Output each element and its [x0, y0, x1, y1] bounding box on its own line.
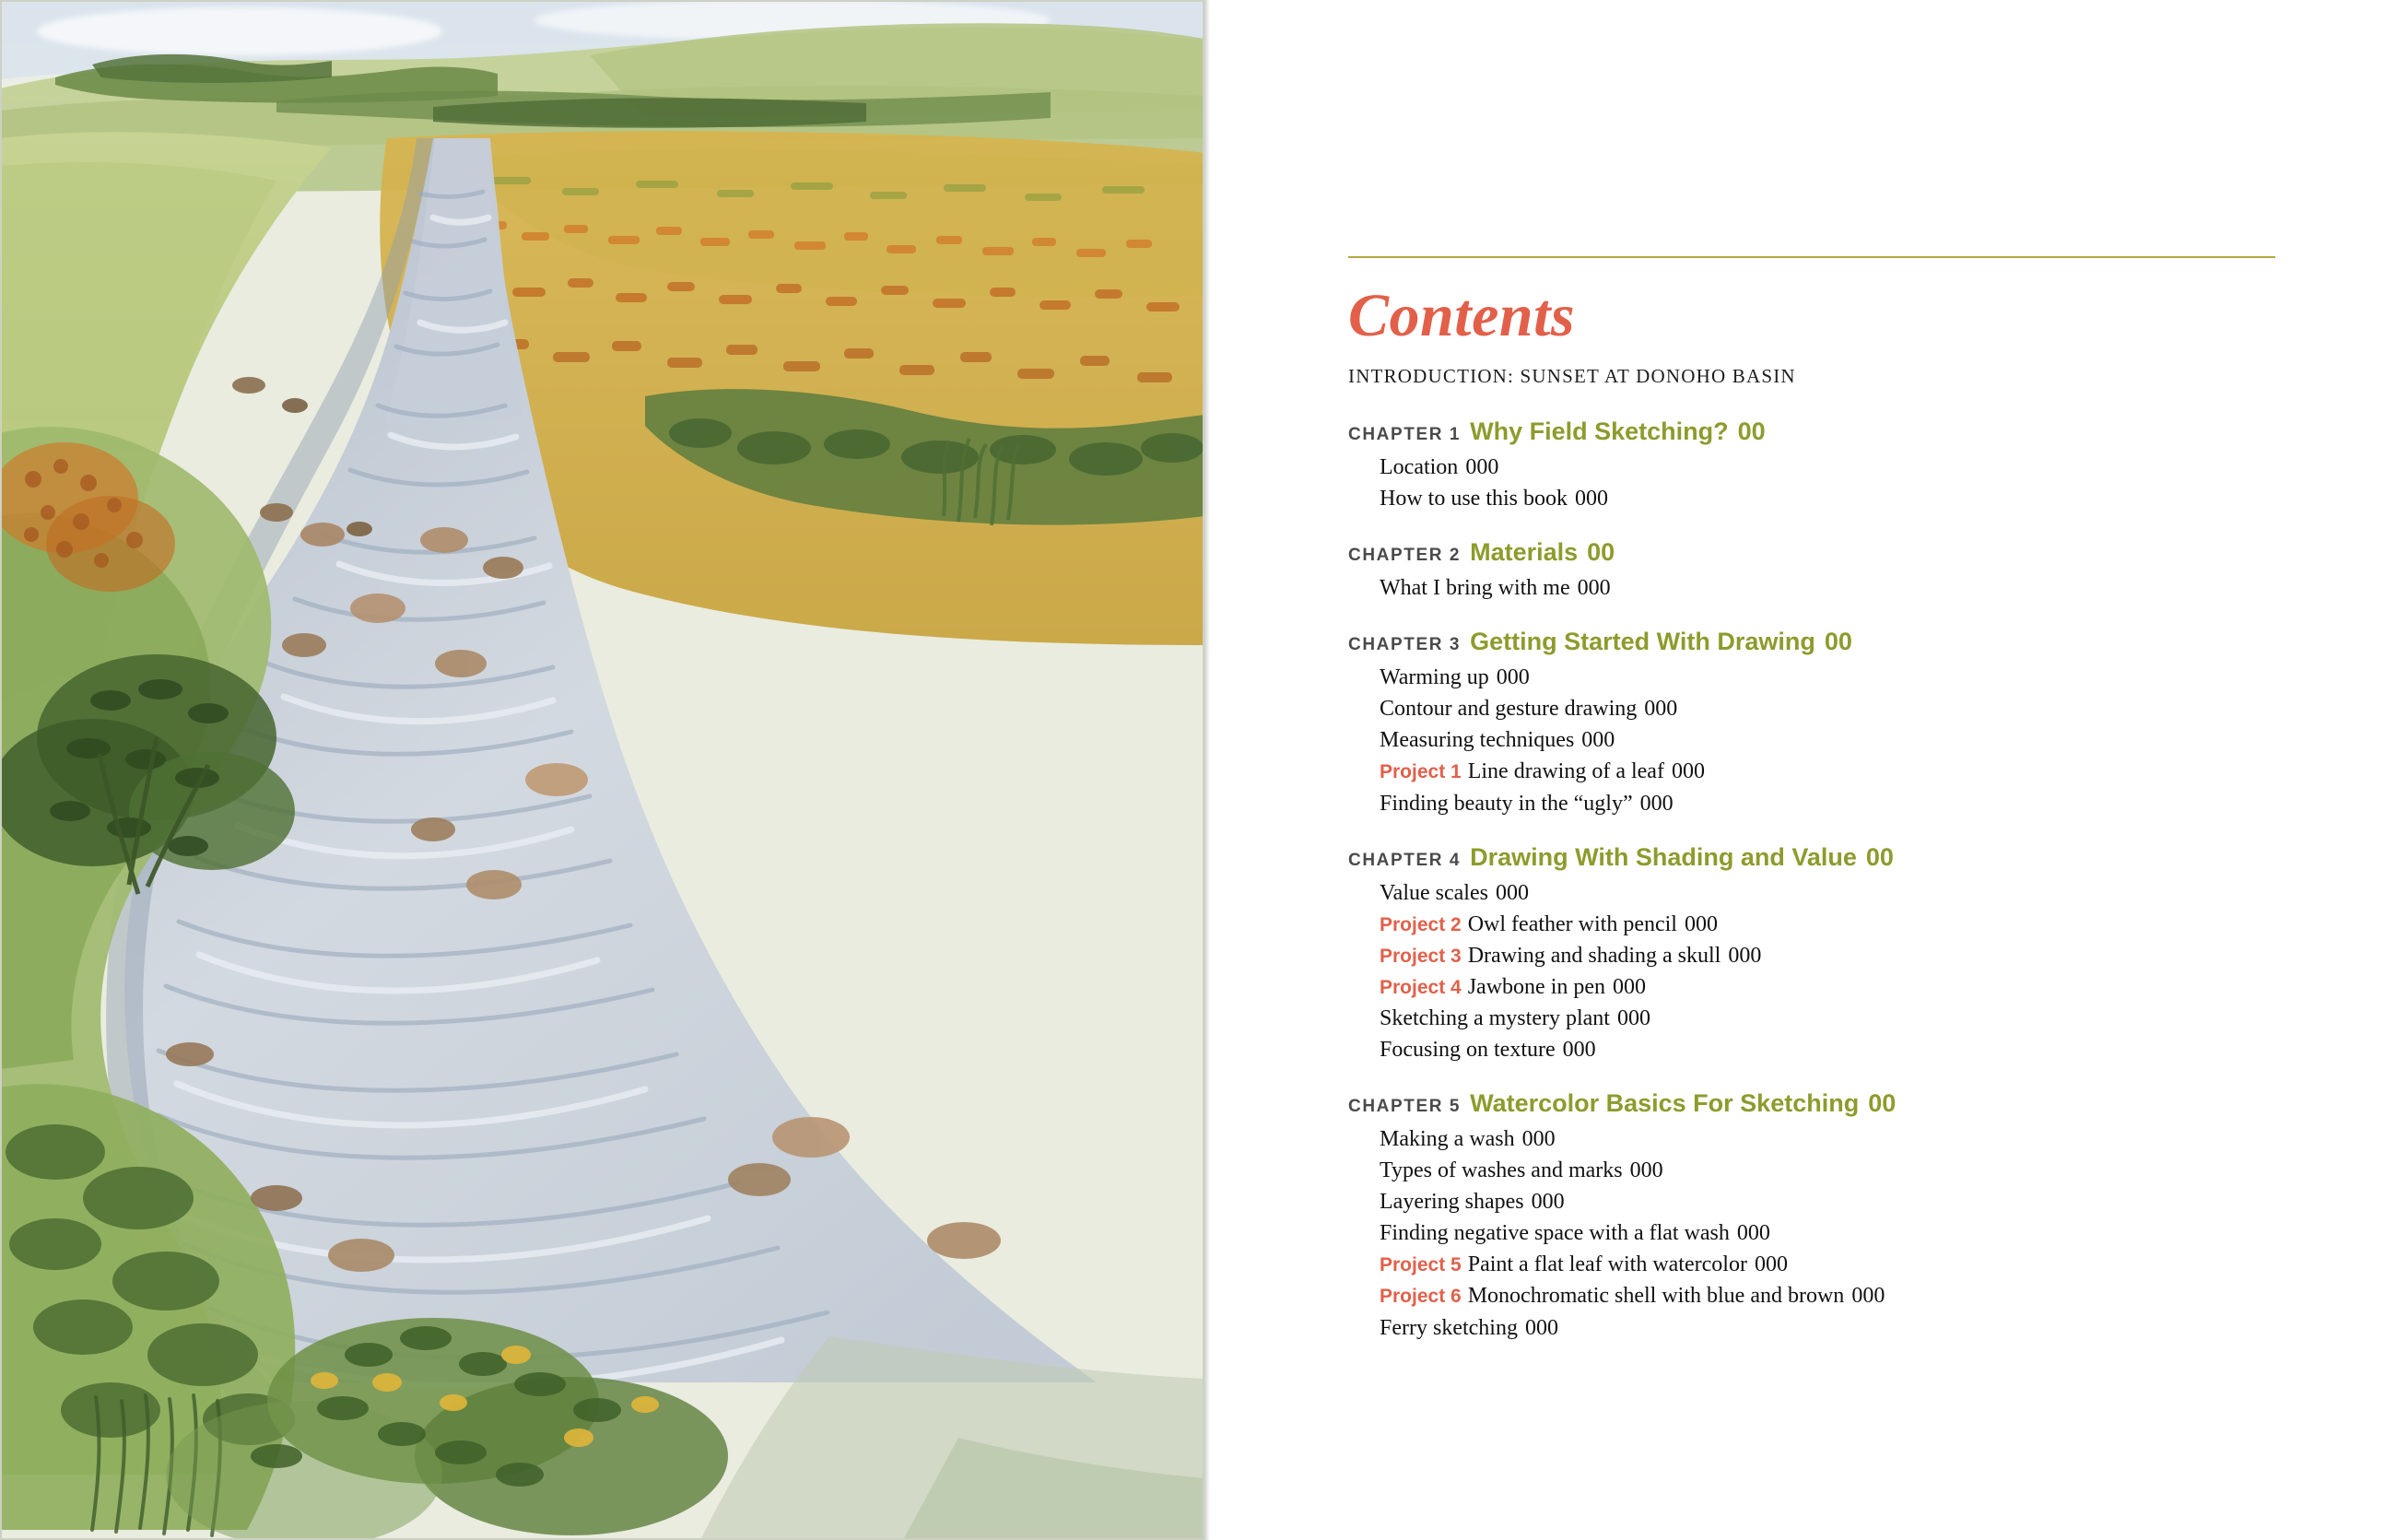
- chapter-title: Why Field Sketching?: [1470, 417, 1729, 445]
- entry-page: 000: [1736, 1221, 1770, 1246]
- entry-page: 000: [1629, 1158, 1663, 1183]
- toc-entry[interactable]: [1348, 1003, 2279, 1034]
- entry-text: Measuring techniques: [1380, 728, 1575, 753]
- entry-text: How to use this book: [1380, 487, 1568, 511]
- chapter-page-number: 00: [1824, 628, 1852, 656]
- chapter-heading[interactable]: [1348, 538, 2279, 567]
- entry-text: Owl feather with pencil: [1467, 911, 1677, 936]
- entry-page: 000: [1644, 697, 1678, 722]
- entry-page: 000: [1521, 1127, 1556, 1152]
- entry-text: Making a wash: [1380, 1127, 1515, 1152]
- project-label: Project 4: [1380, 976, 1462, 998]
- entry-text: Finding beauty in the “ugly”: [1380, 791, 1633, 816]
- toc-entry-project[interactable]: [1348, 1249, 2279, 1280]
- chapter-heading[interactable]: [1348, 1089, 2279, 1118]
- chapter-title: Drawing With Shading and Value: [1470, 842, 1857, 871]
- toc-entry[interactable]: [1348, 1186, 2279, 1217]
- toc-entry[interactable]: [1348, 452, 2279, 483]
- project-label: Project 1: [1380, 761, 1462, 783]
- entry-text: Location: [1380, 455, 1459, 479]
- toc-entry[interactable]: [1348, 1217, 2279, 1249]
- toc-entry[interactable]: [1348, 483, 2279, 514]
- chapter-heading[interactable]: [1348, 417, 2279, 446]
- toc-entry[interactable]: [1348, 693, 2279, 724]
- toc-entry[interactable]: [1348, 1034, 2279, 1065]
- chapter-page-number: 00: [1737, 417, 1766, 445]
- entry-text: Warming up: [1380, 665, 1489, 690]
- entry-page: 000: [1581, 728, 1615, 753]
- chapter-block: [1348, 417, 2279, 514]
- chapter-title: Getting Started With Drawing: [1470, 628, 1815, 656]
- entry-page: 000: [1531, 1190, 1565, 1215]
- entry-text: Types of washes and marks: [1380, 1158, 1623, 1183]
- project-label: Project 5: [1380, 1254, 1462, 1276]
- chapter-page-number: 00: [1865, 842, 1894, 871]
- entry-page: 000: [1684, 911, 1718, 936]
- entry-text: Line drawing of a leaf: [1467, 759, 1664, 784]
- entry-page: 000: [1496, 665, 1530, 690]
- chapter-block: [1348, 628, 2279, 818]
- page-title: Contents: [1348, 282, 1576, 349]
- entry-text: Value scales: [1380, 880, 1488, 905]
- toc-entry-project[interactable]: [1348, 940, 2279, 971]
- entry-page: 000: [1671, 759, 1705, 784]
- chapter-page-number: 00: [1868, 1089, 1897, 1118]
- entry-text: Drawing and shading a skull: [1467, 943, 1721, 968]
- entry-text: Jawbone in pen: [1467, 974, 1606, 999]
- table-of-contents: [1348, 256, 2279, 1368]
- entry-text: Finding negative space with a flat wash: [1380, 1221, 1730, 1246]
- entry-page: 000: [1577, 576, 1611, 601]
- chapter-block: [1348, 843, 2279, 1065]
- entry-page: 000: [1754, 1252, 1788, 1277]
- toc-entry-project[interactable]: [1348, 909, 2279, 940]
- toc-entry-project[interactable]: [1348, 756, 2279, 787]
- toc-entry[interactable]: [1348, 1312, 2279, 1344]
- chapter-title: Materials: [1470, 538, 1579, 567]
- entry-page: 000: [1728, 943, 1762, 968]
- entry-text: Layering shapes: [1380, 1190, 1524, 1215]
- entry-text: Paint a flat leaf with watercolor: [1467, 1252, 1747, 1277]
- chapter-label: CHAPTER 3: [1348, 635, 1462, 655]
- entry-text: Sketching a mystery plant: [1380, 1005, 1610, 1030]
- entry-text: Monochromatic shell with blue and brown: [1467, 1284, 1845, 1309]
- entry-page: 000: [1575, 487, 1608, 511]
- entry-page: 000: [1524, 1315, 1558, 1340]
- entry-page: 000: [1613, 974, 1647, 999]
- toc-entry[interactable]: [1348, 788, 2279, 819]
- chapter-block: [1348, 1089, 2279, 1344]
- chapter-label: CHAPTER 2: [1348, 546, 1462, 566]
- project-label: Project 2: [1380, 913, 1462, 935]
- entry-text: Ferry sketching: [1380, 1315, 1518, 1340]
- entry-page: 000: [1562, 1038, 1596, 1063]
- toc-entry[interactable]: [1348, 877, 2279, 909]
- header-rule: [1348, 256, 2275, 258]
- toc-entry[interactable]: [1348, 1155, 2279, 1186]
- project-label: Project 6: [1380, 1286, 1462, 1308]
- chapter-label: CHAPTER 5: [1348, 1097, 1462, 1117]
- toc-entry-project[interactable]: [1348, 971, 2279, 1003]
- chapter-block: [1348, 538, 2279, 604]
- toc-entry[interactable]: [1348, 1123, 2279, 1155]
- entry-text: Focusing on texture: [1380, 1038, 1556, 1063]
- chapter-heading[interactable]: [1348, 628, 2279, 656]
- toc-entry[interactable]: [1348, 572, 2279, 604]
- entry-page: 000: [1465, 455, 1499, 479]
- toc-entry[interactable]: [1348, 662, 2279, 693]
- chapter-label: CHAPTER 4: [1348, 850, 1462, 870]
- entry-page: 000: [1616, 1005, 1650, 1030]
- entry-page: 000: [1851, 1284, 1885, 1309]
- toc-entry-project[interactable]: [1348, 1280, 2279, 1311]
- project-label: Project 3: [1380, 945, 1462, 967]
- toc-entry[interactable]: [1348, 724, 2279, 756]
- entry-text: What I bring with me: [1380, 576, 1570, 601]
- chapter-title: Watercolor Basics For Sketching: [1470, 1089, 1860, 1118]
- chapter-label: CHAPTER 1: [1348, 425, 1462, 444]
- entry-page: 000: [1639, 791, 1674, 816]
- contents-page: [1210, 0, 2396, 1540]
- introduction-entry: INTRODUCTION: SUNSET AT DONOHO BASIN: [1348, 365, 1796, 387]
- entry-page: 000: [1495, 880, 1529, 905]
- chapter-heading[interactable]: [1348, 843, 2279, 872]
- chapter-page-number: 00: [1587, 538, 1615, 567]
- entry-text: Contour and gesture drawing: [1380, 697, 1638, 722]
